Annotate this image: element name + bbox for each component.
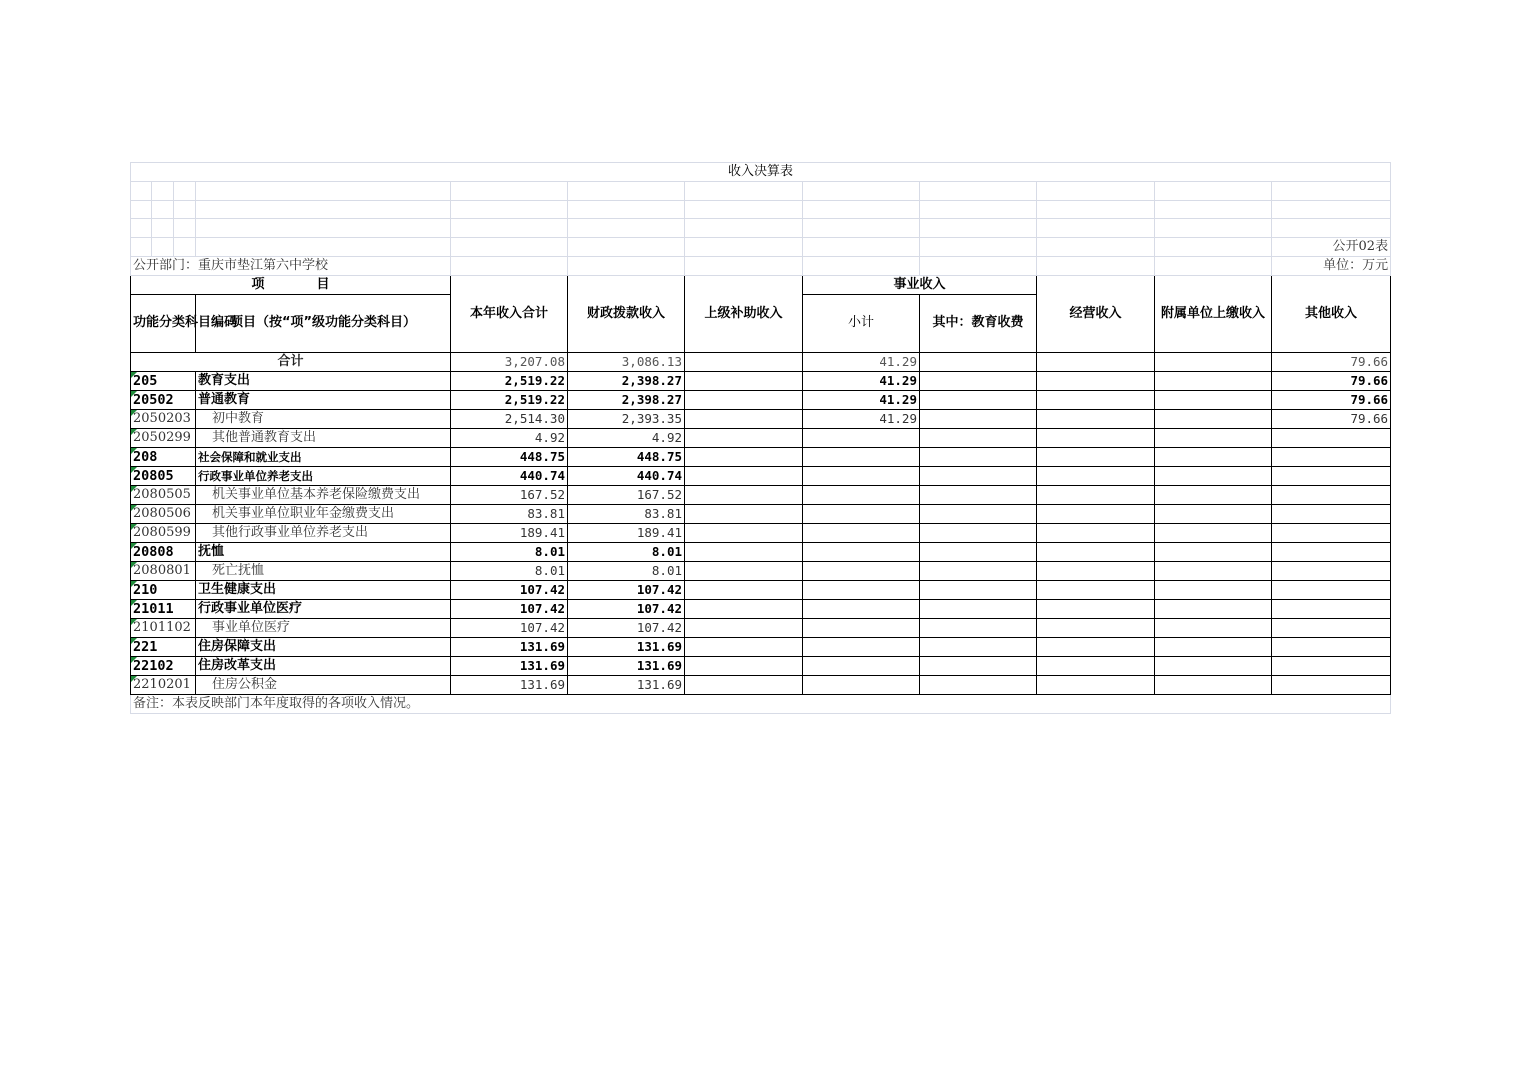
subtotal-cell bbox=[803, 599, 920, 618]
operating-cell bbox=[1037, 409, 1155, 428]
edu-fee-cell bbox=[920, 637, 1037, 656]
total-cell: 448.75 bbox=[451, 447, 568, 466]
subtotal-cell bbox=[803, 428, 920, 447]
fiscal-cell: 107.42 bbox=[568, 580, 685, 599]
affiliate-cell bbox=[1155, 675, 1272, 694]
other-cell: 79.66 bbox=[1272, 371, 1391, 390]
fiscal-cell: 107.42 bbox=[568, 599, 685, 618]
operating-cell bbox=[1037, 466, 1155, 485]
total-cell: 131.69 bbox=[451, 675, 568, 694]
total-cell: 189.41 bbox=[451, 523, 568, 542]
operating-cell bbox=[1037, 675, 1155, 694]
operating-cell bbox=[1037, 504, 1155, 523]
total-cell: 8.01 bbox=[451, 542, 568, 561]
edu-fee-cell bbox=[920, 599, 1037, 618]
operating-cell bbox=[1037, 447, 1155, 466]
item-name-cell: 事业单位医疗 bbox=[196, 618, 451, 637]
item-name-cell: 住房保障支出 bbox=[196, 637, 451, 656]
item-name-cell: 社会保障和就业支出 bbox=[196, 447, 451, 466]
other-cell bbox=[1272, 523, 1391, 542]
total-cell: 4.92 bbox=[451, 428, 568, 447]
page-title: 收入决算表 bbox=[131, 163, 1391, 182]
subtotal-cell bbox=[803, 523, 920, 542]
other-cell bbox=[1272, 599, 1391, 618]
function-code-cell: 2050203 bbox=[131, 409, 196, 428]
total-cell: 107.42 bbox=[451, 599, 568, 618]
upper-cell bbox=[685, 371, 803, 390]
item-name-cell: 住房改革支出 bbox=[196, 656, 451, 675]
affiliate-cell bbox=[1155, 504, 1272, 523]
subtotal-cell bbox=[803, 466, 920, 485]
fiscal-cell: 448.75 bbox=[568, 447, 685, 466]
header-code: 功能分类科目编码 bbox=[131, 294, 196, 352]
subtotal-cell bbox=[803, 618, 920, 637]
function-code-cell: 20805 bbox=[131, 466, 196, 485]
operating-cell bbox=[1037, 371, 1155, 390]
edu-fee-cell bbox=[920, 485, 1037, 504]
income-table bbox=[130, 162, 1391, 714]
total-cell: 440.74 bbox=[451, 466, 568, 485]
fiscal-cell: 2,398.27 bbox=[568, 390, 685, 409]
function-code-cell: 2080505 bbox=[131, 485, 196, 504]
fiscal-cell: 8.01 bbox=[568, 542, 685, 561]
table-row bbox=[131, 656, 1391, 675]
other-cell bbox=[1272, 618, 1391, 637]
other-cell bbox=[1272, 656, 1391, 675]
table-note: 备注：本表反映部门本年度取得的各项收入情况。 bbox=[131, 694, 1391, 713]
item-name-cell: 卫生健康支出 bbox=[196, 580, 451, 599]
fiscal-cell: 167.52 bbox=[568, 485, 685, 504]
table-number: 公开02表 bbox=[1272, 237, 1391, 256]
total-cell: 131.69 bbox=[451, 637, 568, 656]
other-cell bbox=[1272, 675, 1391, 694]
upper-cell bbox=[685, 523, 803, 542]
function-code-cell: 20808 bbox=[131, 542, 196, 561]
other-cell: 79.66 bbox=[1272, 390, 1391, 409]
other-cell bbox=[1272, 561, 1391, 580]
upper-cell bbox=[685, 542, 803, 561]
operating-cell bbox=[1037, 523, 1155, 542]
header-item: 项 目 bbox=[131, 275, 451, 294]
operating-cell bbox=[1037, 561, 1155, 580]
table-row bbox=[131, 523, 1391, 542]
total-cell: 167.52 bbox=[451, 485, 568, 504]
affiliate-cell bbox=[1155, 428, 1272, 447]
function-code-cell: 2101102 bbox=[131, 618, 196, 637]
fiscal-cell: 131.69 bbox=[568, 675, 685, 694]
operating-cell bbox=[1037, 542, 1155, 561]
subtotal-cell bbox=[803, 447, 920, 466]
total-label: 合计 bbox=[131, 352, 451, 371]
upper-cell bbox=[685, 504, 803, 523]
function-code-cell: 21011 bbox=[131, 599, 196, 618]
subtotal-cell: 41.29 bbox=[803, 390, 920, 409]
function-code-cell: 2080599 bbox=[131, 523, 196, 542]
table-row bbox=[131, 447, 1391, 466]
department-label: 公开部门：重庆市垫江第六中学校 bbox=[131, 256, 451, 275]
item-name-cell: 住房公积金 bbox=[196, 675, 451, 694]
header-name: 项目（按“项”级功能分类科目） bbox=[196, 294, 451, 352]
total-upper-cell bbox=[685, 352, 803, 371]
operating-cell bbox=[1037, 485, 1155, 504]
item-name-cell: 死亡抚恤 bbox=[196, 561, 451, 580]
upper-cell bbox=[685, 637, 803, 656]
header-affiliate: 附属单位上缴收入 bbox=[1155, 275, 1272, 352]
affiliate-cell bbox=[1155, 523, 1272, 542]
fiscal-cell: 107.42 bbox=[568, 618, 685, 637]
upper-cell bbox=[685, 390, 803, 409]
header-edu-fee: 其中：教育收费 bbox=[920, 294, 1037, 352]
fiscal-cell: 131.69 bbox=[568, 656, 685, 675]
other-cell bbox=[1272, 580, 1391, 599]
table-row bbox=[131, 409, 1391, 428]
fiscal-cell: 8.01 bbox=[568, 561, 685, 580]
edu-fee-cell bbox=[920, 618, 1037, 637]
fiscal-cell: 189.41 bbox=[568, 523, 685, 542]
edu-fee-cell bbox=[920, 390, 1037, 409]
total-fiscal-cell: 3,086.13 bbox=[568, 352, 685, 371]
function-code-cell: 20502 bbox=[131, 390, 196, 409]
upper-cell bbox=[685, 599, 803, 618]
operating-cell bbox=[1037, 580, 1155, 599]
total-row bbox=[131, 352, 1391, 371]
upper-cell bbox=[685, 675, 803, 694]
table-row bbox=[131, 428, 1391, 447]
unit-label: 单位：万元 bbox=[1272, 256, 1391, 275]
affiliate-cell bbox=[1155, 599, 1272, 618]
fiscal-cell: 4.92 bbox=[568, 428, 685, 447]
other-cell bbox=[1272, 466, 1391, 485]
subtotal-cell bbox=[803, 485, 920, 504]
edu-fee-cell bbox=[920, 466, 1037, 485]
fiscal-cell: 2,398.27 bbox=[568, 371, 685, 390]
other-cell: 79.66 bbox=[1272, 409, 1391, 428]
edu-fee-cell bbox=[920, 523, 1037, 542]
function-code-cell: 2080801 bbox=[131, 561, 196, 580]
table-row bbox=[131, 504, 1391, 523]
total-cell: 2,519.22 bbox=[451, 371, 568, 390]
item-name-cell: 行政事业单位医疗 bbox=[196, 599, 451, 618]
total-affiliate-cell bbox=[1155, 352, 1272, 371]
function-code-cell: 210 bbox=[131, 580, 196, 599]
subtotal-cell bbox=[803, 637, 920, 656]
total-cell: 131.69 bbox=[451, 656, 568, 675]
operating-cell bbox=[1037, 637, 1155, 656]
function-code-cell: 2080506 bbox=[131, 504, 196, 523]
fiscal-cell: 440.74 bbox=[568, 466, 685, 485]
upper-cell bbox=[685, 409, 803, 428]
item-name-cell: 初中教育 bbox=[196, 409, 451, 428]
subtotal-cell bbox=[803, 504, 920, 523]
item-name-cell: 其他普通教育支出 bbox=[196, 428, 451, 447]
fiscal-cell: 2,393.35 bbox=[568, 409, 685, 428]
affiliate-cell bbox=[1155, 542, 1272, 561]
subtotal-cell: 41.29 bbox=[803, 371, 920, 390]
header-other: 其他收入 bbox=[1272, 275, 1391, 352]
subtotal-cell bbox=[803, 580, 920, 599]
total-cell: 3,207.08 bbox=[451, 352, 568, 371]
other-cell bbox=[1272, 504, 1391, 523]
affiliate-cell bbox=[1155, 466, 1272, 485]
function-code-cell: 2210201 bbox=[131, 675, 196, 694]
function-code-cell: 221 bbox=[131, 637, 196, 656]
total-operating-cell bbox=[1037, 352, 1155, 371]
edu-fee-cell bbox=[920, 428, 1037, 447]
edu-fee-cell bbox=[920, 580, 1037, 599]
affiliate-cell bbox=[1155, 580, 1272, 599]
affiliate-cell bbox=[1155, 656, 1272, 675]
table-row bbox=[131, 618, 1391, 637]
subtotal-cell bbox=[803, 561, 920, 580]
other-cell bbox=[1272, 428, 1391, 447]
total-cell: 8.01 bbox=[451, 561, 568, 580]
operating-cell bbox=[1037, 599, 1155, 618]
header-subtotal: 小计 bbox=[803, 294, 920, 352]
operating-cell bbox=[1037, 428, 1155, 447]
total-cell: 107.42 bbox=[451, 618, 568, 637]
item-name-cell: 机关事业单位基本养老保险缴费支出 bbox=[196, 485, 451, 504]
upper-cell bbox=[685, 618, 803, 637]
edu-fee-cell bbox=[920, 542, 1037, 561]
table-row bbox=[131, 371, 1391, 390]
subtotal-cell: 41.29 bbox=[803, 409, 920, 428]
table-row bbox=[131, 580, 1391, 599]
fiscal-cell: 83.81 bbox=[568, 504, 685, 523]
subtotal-cell bbox=[803, 675, 920, 694]
table-row bbox=[131, 542, 1391, 561]
function-code-cell: 208 bbox=[131, 447, 196, 466]
edu-fee-cell bbox=[920, 371, 1037, 390]
header-business: 事业收入 bbox=[803, 275, 1037, 294]
item-name-cell: 机关事业单位职业年金缴费支出 bbox=[196, 504, 451, 523]
header-total: 本年收入合计 bbox=[451, 275, 568, 352]
function-code-cell: 205 bbox=[131, 371, 196, 390]
affiliate-cell bbox=[1155, 618, 1272, 637]
operating-cell bbox=[1037, 390, 1155, 409]
function-code-cell: 22102 bbox=[131, 656, 196, 675]
total-cell: 2,519.22 bbox=[451, 390, 568, 409]
edu-fee-cell bbox=[920, 656, 1037, 675]
operating-cell bbox=[1037, 618, 1155, 637]
upper-cell bbox=[685, 466, 803, 485]
upper-cell bbox=[685, 580, 803, 599]
affiliate-cell bbox=[1155, 371, 1272, 390]
other-cell bbox=[1272, 637, 1391, 656]
total-other-cell: 79.66 bbox=[1272, 352, 1391, 371]
header-operating: 经营收入 bbox=[1037, 275, 1155, 352]
item-name-cell: 教育支出 bbox=[196, 371, 451, 390]
fiscal-cell: 131.69 bbox=[568, 637, 685, 656]
affiliate-cell bbox=[1155, 447, 1272, 466]
item-name-cell: 其他行政事业单位养老支出 bbox=[196, 523, 451, 542]
affiliate-cell bbox=[1155, 390, 1272, 409]
operating-cell bbox=[1037, 656, 1155, 675]
function-code-cell: 2050299 bbox=[131, 428, 196, 447]
item-name-cell: 普通教育 bbox=[196, 390, 451, 409]
other-cell bbox=[1272, 485, 1391, 504]
upper-cell bbox=[685, 656, 803, 675]
subtotal-cell bbox=[803, 656, 920, 675]
upper-cell bbox=[685, 485, 803, 504]
total-edu-fee-cell bbox=[920, 352, 1037, 371]
table-row bbox=[131, 561, 1391, 580]
table-row bbox=[131, 599, 1391, 618]
upper-cell bbox=[685, 561, 803, 580]
other-cell bbox=[1272, 447, 1391, 466]
table-row bbox=[131, 485, 1391, 504]
edu-fee-cell bbox=[920, 675, 1037, 694]
table-row bbox=[131, 637, 1391, 656]
total-cell: 107.42 bbox=[451, 580, 568, 599]
total-subtotal-cell: 41.29 bbox=[803, 352, 920, 371]
header-upper: 上级补助收入 bbox=[685, 275, 803, 352]
total-cell: 83.81 bbox=[451, 504, 568, 523]
affiliate-cell bbox=[1155, 637, 1272, 656]
edu-fee-cell bbox=[920, 561, 1037, 580]
total-cell: 2,514.30 bbox=[451, 409, 568, 428]
upper-cell bbox=[685, 447, 803, 466]
header-fiscal: 财政拨款收入 bbox=[568, 275, 685, 352]
affiliate-cell bbox=[1155, 485, 1272, 504]
subtotal-cell bbox=[803, 542, 920, 561]
affiliate-cell bbox=[1155, 561, 1272, 580]
item-name-cell: 抚恤 bbox=[196, 542, 451, 561]
income-final-accounts-sheet bbox=[130, 162, 1390, 714]
edu-fee-cell bbox=[920, 504, 1037, 523]
table-row bbox=[131, 390, 1391, 409]
other-cell bbox=[1272, 542, 1391, 561]
edu-fee-cell bbox=[920, 447, 1037, 466]
item-name-cell: 行政事业单位养老支出 bbox=[196, 466, 451, 485]
edu-fee-cell bbox=[920, 409, 1037, 428]
table-row bbox=[131, 466, 1391, 485]
table-row bbox=[131, 675, 1391, 694]
upper-cell bbox=[685, 428, 803, 447]
affiliate-cell bbox=[1155, 409, 1272, 428]
